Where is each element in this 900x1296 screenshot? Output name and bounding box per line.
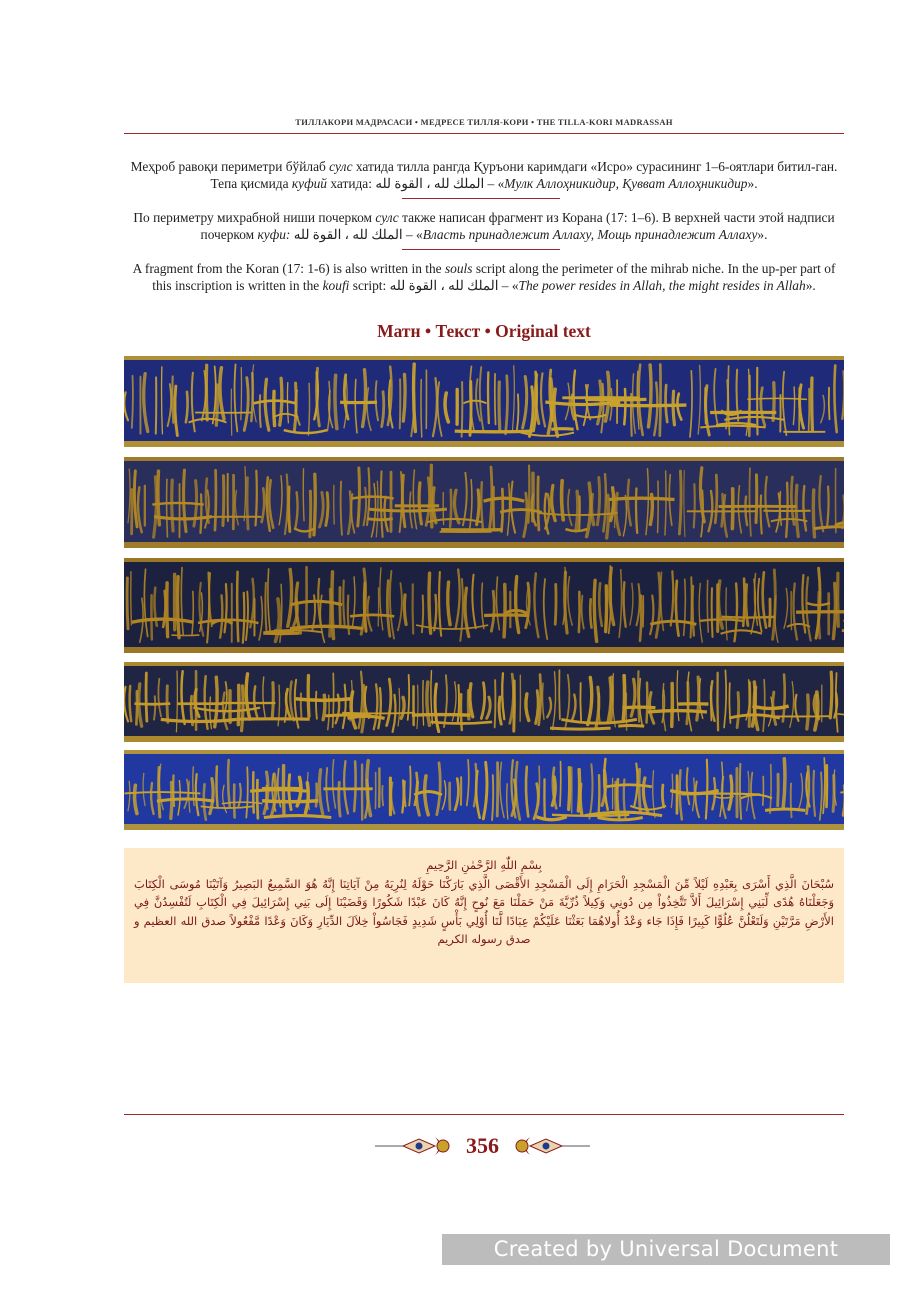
italic-span: The power resides in Allah, the might resides in Allah bbox=[518, 278, 806, 293]
footer-rule bbox=[124, 1114, 844, 1115]
calligraphy-panel-1-icon bbox=[124, 356, 844, 447]
italic-span: souls bbox=[444, 261, 473, 276]
text-span: также написан фрагмент из Корана (17: 1–6). В верхней части этой надписи почерком bbox=[200, 210, 835, 242]
page-number: 356 bbox=[455, 1133, 510, 1159]
text-span: الملك لله ، القوة لله – « bbox=[290, 227, 423, 242]
watermark: Created by Universal Document Converter bbox=[442, 1234, 890, 1265]
section-title: Матн • Текст • Original text bbox=[377, 321, 591, 341]
calligraphy-panel-2-icon bbox=[124, 457, 844, 548]
paragraph-uzbek bbox=[124, 158, 844, 192]
page-footer bbox=[375, 1133, 590, 1159]
paragraph-russian bbox=[124, 209, 844, 243]
italic-span: сулс bbox=[375, 210, 399, 225]
italic-span: сулс bbox=[329, 159, 353, 174]
italic-span: куфи: bbox=[257, 227, 291, 242]
text-span: script: الملك لله ، القوة لله – « bbox=[349, 278, 519, 293]
text-span: ». bbox=[805, 278, 816, 293]
calligraphy-photo-2 bbox=[124, 457, 844, 548]
calligraphy-photo-4 bbox=[124, 662, 844, 742]
calligraphy-photo-1 bbox=[124, 356, 844, 447]
italic-span: koufi bbox=[322, 278, 350, 293]
calligraphy-panel-4-icon bbox=[124, 662, 844, 742]
italic-span: Власть принадлежит Аллаху, Мощь принадлежит Аллаху bbox=[422, 227, 758, 242]
divider bbox=[402, 198, 560, 199]
text-span: хатида тилла рангда Қуръони каримдаги «Исро» сурасининг 1–6-оятлари битил-ган. Тепа қисмида bbox=[210, 159, 838, 191]
running-header: ТИЛЛАКОРИ МАДРАСАСИ • МЕДРЕСЕ ТИЛЛЯ-КОРИ • THE TILLA-KORI MADRASSAH bbox=[295, 117, 673, 127]
text-span: script along the perimeter of the mihrab niche. In the up-per part of this inscription is written in the bbox=[152, 261, 836, 293]
italic-span: Мулк Аллоҳникидир, Қувват Аллоҳникидир bbox=[504, 176, 748, 191]
italic-span: куфий bbox=[291, 176, 327, 191]
text-span: хатида: الملك لله ، القوة لله – « bbox=[327, 176, 505, 191]
calligraphy-panel-3-icon bbox=[124, 558, 844, 653]
text-span: ». bbox=[747, 176, 758, 191]
text-span: A fragment from the Koran (17: 1-6) is also written in the bbox=[132, 261, 445, 276]
calligraphy-panel-5-icon bbox=[124, 750, 844, 830]
divider bbox=[402, 249, 560, 250]
text-span: По периметру михрабной ниши почерком bbox=[133, 210, 376, 225]
text-span: ». bbox=[757, 227, 768, 242]
arabic-text-box bbox=[124, 848, 844, 983]
text-span: Меҳроб равоқи периметри бўйлаб bbox=[130, 159, 330, 174]
calligraphy-photo-3 bbox=[124, 558, 844, 653]
calligraphy-photo-5 bbox=[124, 750, 844, 830]
paragraph-english bbox=[124, 260, 844, 294]
header-rule bbox=[124, 133, 844, 134]
basmala: بِسْمِ اللّٰهِ الرَّحْمٰنِ الرَّحِيمِ bbox=[426, 858, 542, 872]
arabic-verses: سُبْحَانَ الَّذِي أَسْرَى بِعَبْدِهِ لَيْلاً مِّنَ الْمَسْجِدِ الْحَرَامِ إِلَى الْمَسْجِدِ الأَقْصَى الَّذِي بَارَكْنَا حَوْلَهُ لِنُرِيَهُ مِنْ آيَاتِنَا إِنَّهُ هُوَ السَّمِيعُ البَصِيرُ وَآتَيْنَا مُوسَى الْكِتَابَ وَجَعَلْنَاهُ هُدًى لِّبَنِي إِسْرَائِيلَ أَلاَّ تَتَّخِذُواْ مِن دُونِي وَكِيلاً ذُرِّيَّةَ مَنْ حَمَلْنَا مَعَ نُوحٍ إِنَّهُ كَانَ عَبْدًا شَكُورًا وَقَضَيْنَا إِلَى بَنِي إِسْرَائِيلَ فِي الْكِتَابِ لَتُفْسِدُنَّ فِي الأَرْضِ مَرَّتَيْنِ وَلَتَعْلُنَّ عُلُوًّا كَبِيرًا فَإِذَا جَاء وَعْدُ أُولاهُمَا بَعَثْنَا عَلَيْكُمْ عِبَادًا لَّنَا أُوْلِي بَأْسٍ شَدِيدٍ فَجَاسُواْ خِلاَلَ الدِّيَارِ وَكَانَ وَعْدًا مَّفْعُولاً صدق الله العظيم و صدق رسوله الكريم bbox=[134, 876, 834, 946]
